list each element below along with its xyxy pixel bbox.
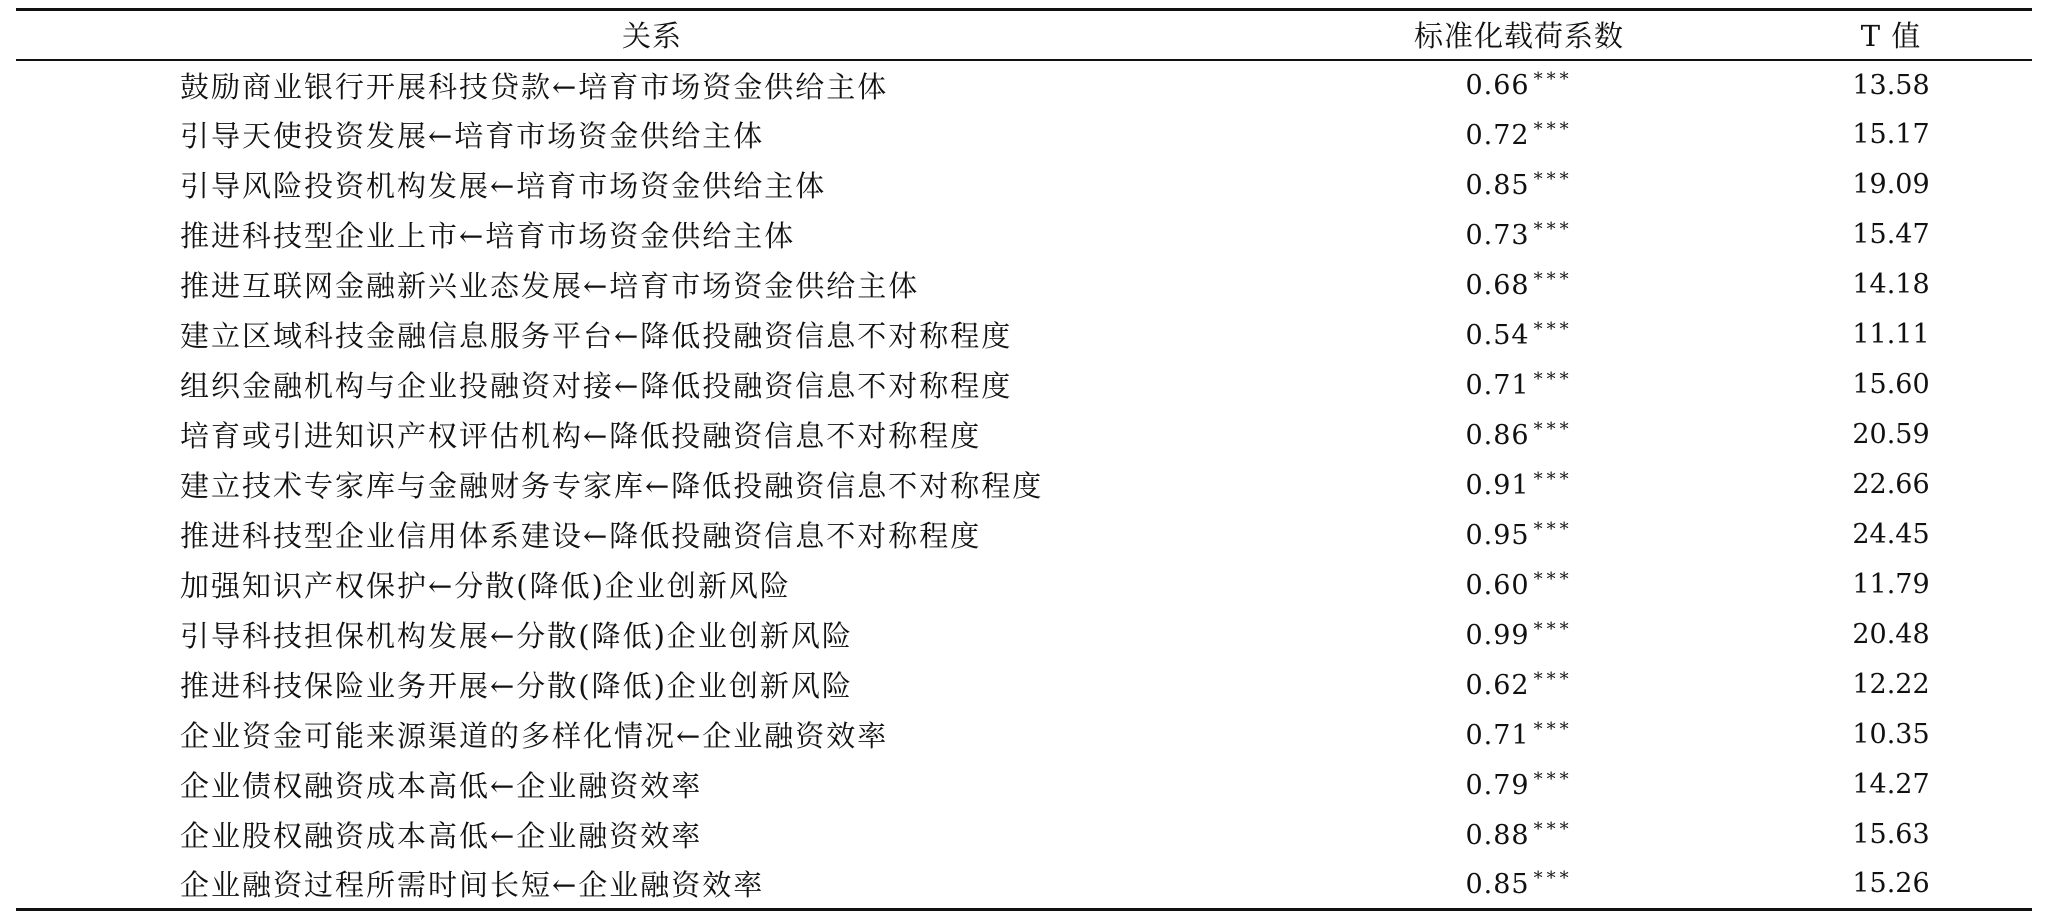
significance-mark: *** xyxy=(1533,69,1573,90)
significance-mark: *** xyxy=(1533,318,1573,340)
relation-cell: 企业资金可能来源渠道的多样化情况←企业融资效率 xyxy=(180,719,889,753)
loading-table xyxy=(16,8,2032,911)
t-value-cell: 20.48 xyxy=(1852,619,1930,650)
t-value-cell: 10.35 xyxy=(1852,719,1930,750)
relation-cell: 建立区域科技金融信息服务平台←降低投融资信息不对称程度 xyxy=(180,319,1013,353)
significance-mark: *** xyxy=(1533,118,1573,140)
significance-mark: *** xyxy=(1533,618,1573,640)
t-value-cell: 15.26 xyxy=(1852,868,1930,900)
significance-mark: *** xyxy=(1533,568,1573,590)
header-loading: 标准化载荷系数 xyxy=(1413,19,1624,54)
relation-cell: 企业股权融资成本高低←企业融资效率 xyxy=(180,819,703,853)
significance-mark: *** xyxy=(1533,418,1573,440)
relation-cell: 组织金融机构与企业投融资对接←降低投融资信息不对称程度 xyxy=(180,369,1013,403)
loading-value: 0.68 xyxy=(1465,269,1530,301)
significance-mark: *** xyxy=(1533,768,1573,790)
table-row xyxy=(16,160,2032,210)
table-row xyxy=(16,110,2032,160)
loading-value: 0.88 xyxy=(1465,819,1530,851)
t-value-cell: 24.45 xyxy=(1852,519,1930,550)
significance-mark: *** xyxy=(1533,168,1573,190)
t-value-cell: 14.18 xyxy=(1852,269,1930,300)
loading-cell xyxy=(1288,460,1750,510)
relation-cell: 引导科技担保机构发展←分散(降低)企业创新风险 xyxy=(180,619,853,653)
loading-value: 0.71 xyxy=(1465,369,1530,401)
relation-cell: 推进科技型企业信用体系建设←降低投融资信息不对称程度 xyxy=(180,519,982,553)
relation-cell: 推进科技型企业上市←培育市场资金供给主体 xyxy=(180,219,796,253)
relation-cell: 推进科技保险业务开展←分散(降低)企业创新风险 xyxy=(180,669,853,703)
loading-cell xyxy=(1288,310,1750,360)
t-value-cell: 15.17 xyxy=(1852,119,1930,150)
loading-cell xyxy=(1288,360,1750,410)
loading-value: 0.62 xyxy=(1465,669,1530,701)
significance-mark: *** xyxy=(1533,518,1573,540)
relation-cell: 建立技术专家库与金融财务专家库←降低投融资信息不对称程度 xyxy=(180,469,1044,503)
significance-mark: *** xyxy=(1533,668,1573,690)
significance-mark: *** xyxy=(1533,218,1573,240)
t-value-cell: 13.58 xyxy=(1852,69,1930,101)
loading-value: 0.95 xyxy=(1465,519,1530,551)
loading-value: 0.66 xyxy=(1465,70,1530,101)
table-row xyxy=(16,860,2032,910)
loading-cell xyxy=(1288,810,1750,860)
header-t-value: T 值 xyxy=(1860,19,1922,54)
header-relation: 关系 xyxy=(621,19,682,54)
significance-mark: *** xyxy=(1533,818,1573,840)
header-row xyxy=(16,10,2032,60)
relation-cell: 培育或引进知识产权评估机构←降低投融资信息不对称程度 xyxy=(180,419,982,453)
table-row xyxy=(16,210,2032,260)
significance-mark: *** xyxy=(1533,718,1573,740)
loading-cell xyxy=(1288,760,1750,810)
table-row xyxy=(16,460,2032,510)
table-row xyxy=(16,760,2032,810)
loading-value: 0.71 xyxy=(1465,719,1530,751)
table-row xyxy=(16,60,2032,110)
relation-cell: 加强知识产权保护←分散(降低)企业创新风险 xyxy=(180,569,791,603)
table-row xyxy=(16,410,2032,460)
loading-value: 0.54 xyxy=(1465,319,1530,351)
loading-cell xyxy=(1288,510,1750,560)
table-row xyxy=(16,660,2032,710)
significance-mark: *** xyxy=(1533,368,1573,390)
loading-value: 0.60 xyxy=(1465,569,1530,601)
loading-cell xyxy=(1288,610,1750,660)
loading-cell xyxy=(1288,110,1750,160)
table-body xyxy=(16,60,2032,910)
loading-cell xyxy=(1288,710,1750,760)
loading-value: 0.99 xyxy=(1465,619,1530,651)
t-value-cell: 20.59 xyxy=(1852,419,1930,450)
loading-cell xyxy=(1288,410,1750,460)
t-value-cell: 11.11 xyxy=(1852,319,1930,350)
t-value-cell: 15.47 xyxy=(1852,219,1930,250)
loading-cell xyxy=(1288,860,1750,910)
loading-cell xyxy=(1288,60,1750,110)
loading-cell xyxy=(1288,260,1750,310)
loading-value: 0.79 xyxy=(1465,769,1530,801)
loading-cell xyxy=(1288,560,1750,610)
table-row xyxy=(16,810,2032,860)
loading-cell xyxy=(1288,210,1750,260)
significance-mark: *** xyxy=(1533,867,1573,889)
t-value-cell: 14.27 xyxy=(1852,769,1930,800)
table-row xyxy=(16,610,2032,660)
loading-value: 0.85 xyxy=(1465,169,1530,201)
loading-value: 0.91 xyxy=(1465,469,1530,501)
t-value-cell: 19.09 xyxy=(1852,169,1930,200)
table-row xyxy=(16,710,2032,760)
relation-cell: 引导风险投资机构发展←培育市场资金供给主体 xyxy=(180,169,827,203)
table-row xyxy=(16,560,2032,610)
relation-cell: 引导天使投资发展←培育市场资金供给主体 xyxy=(180,119,765,153)
relation-cell: 推进互联网金融新兴业态发展←培育市场资金供给主体 xyxy=(180,269,920,303)
significance-mark: *** xyxy=(1533,468,1573,490)
loading-value: 0.86 xyxy=(1465,419,1530,451)
relation-cell: 企业债权融资成本高低←企业融资效率 xyxy=(180,769,703,803)
relation-cell: 企业融资过程所需时间长短←企业融资效率 xyxy=(180,868,765,903)
loading-value: 0.72 xyxy=(1465,119,1530,151)
results-table xyxy=(16,8,2032,911)
t-value-cell: 15.63 xyxy=(1852,819,1930,850)
table-row xyxy=(16,360,2032,410)
relation-cell: 鼓励商业银行开展科技贷款←培育市场资金供给主体 xyxy=(180,69,889,104)
t-value-cell: 12.22 xyxy=(1852,669,1930,700)
significance-mark: *** xyxy=(1533,268,1573,290)
loading-cell xyxy=(1288,160,1750,210)
table-header xyxy=(16,10,2032,60)
table-row xyxy=(16,260,2032,310)
loading-value: 0.85 xyxy=(1465,868,1530,900)
t-value-cell: 22.66 xyxy=(1852,469,1930,500)
loading-value: 0.73 xyxy=(1465,219,1530,251)
loading-cell xyxy=(1288,660,1750,710)
table-row xyxy=(16,310,2032,360)
table-row xyxy=(16,510,2032,560)
t-value-cell: 15.60 xyxy=(1852,369,1930,400)
t-value-cell: 11.79 xyxy=(1852,569,1930,600)
